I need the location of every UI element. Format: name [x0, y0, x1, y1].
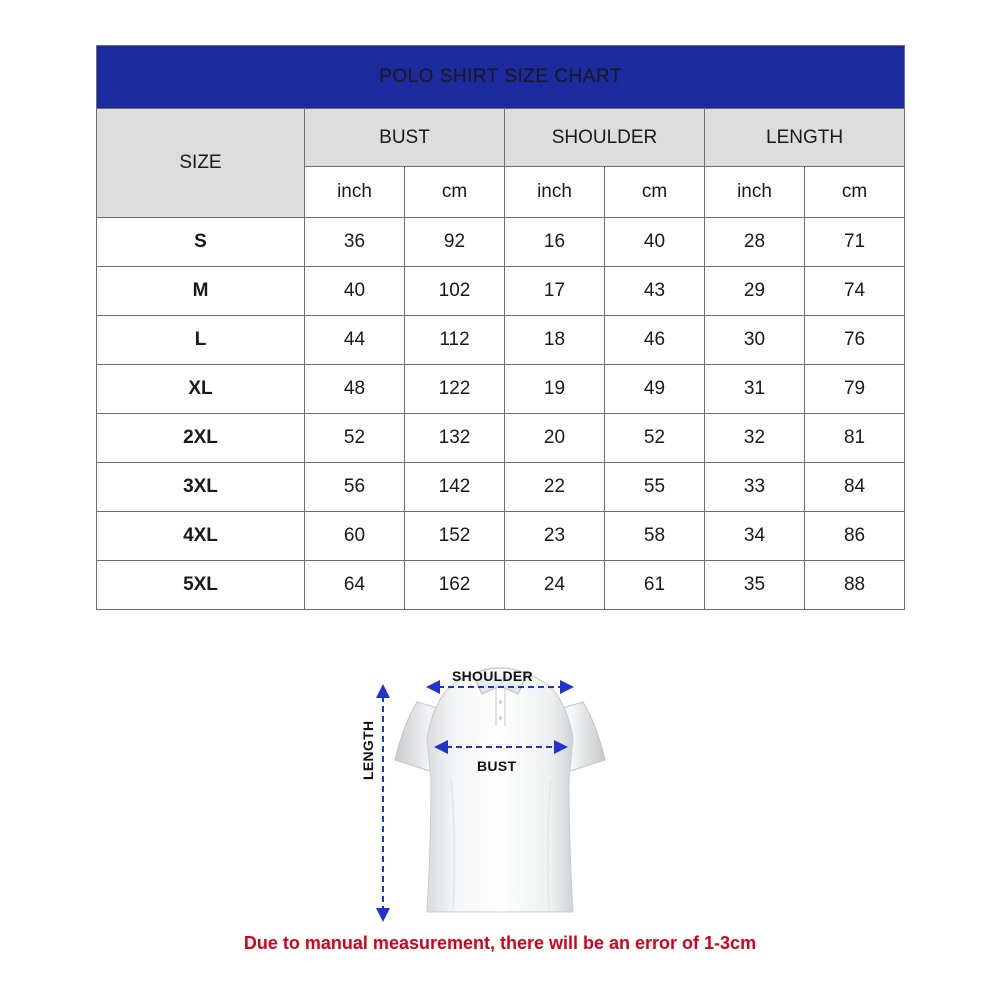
- cell-length-cm: 84: [805, 463, 905, 512]
- cell-length-cm: 74: [805, 267, 905, 316]
- table-row: [97, 316, 905, 365]
- cell-shoulder-cm: 52: [605, 414, 705, 463]
- cell-bust-cm: 152: [405, 512, 505, 561]
- cell-shoulder-cm: 55: [605, 463, 705, 512]
- measurement-illustration: [0, 630, 1000, 930]
- table-row: [97, 463, 905, 512]
- page-title: POLO SHIRT SIZE CHART: [97, 46, 905, 109]
- cell-shoulder-inch: 24: [505, 561, 605, 610]
- cell-bust-inch: 48: [305, 365, 405, 414]
- cell-length-cm: 81: [805, 414, 905, 463]
- cell-shoulder-cm: 49: [605, 365, 705, 414]
- cell-bust-inch: 52: [305, 414, 405, 463]
- cell-bust-inch: 44: [305, 316, 405, 365]
- cell-length-cm: 88: [805, 561, 905, 610]
- header-size: SIZE: [97, 109, 305, 218]
- group-header-row: [97, 109, 905, 167]
- cell-bust-inch: 60: [305, 512, 405, 561]
- header-length: LENGTH: [705, 109, 905, 167]
- unit-shoulder-inch: inch: [505, 167, 605, 218]
- cell-bust-cm: 142: [405, 463, 505, 512]
- cell-size: XL: [97, 365, 305, 414]
- cell-shoulder-inch: 17: [505, 267, 605, 316]
- cell-length-inch: 30: [705, 316, 805, 365]
- cell-bust-inch: 36: [305, 218, 405, 267]
- cell-shoulder-cm: 40: [605, 218, 705, 267]
- cell-bust-cm: 132: [405, 414, 505, 463]
- bust-label: BUST: [477, 758, 517, 774]
- measurement-disclaimer: Due to manual measurement, there will be an error of 1-3cm: [243, 933, 757, 953]
- cell-shoulder-inch: 16: [505, 218, 605, 267]
- cell-size: 4XL: [97, 512, 305, 561]
- shoulder-label: SHOULDER: [452, 668, 533, 684]
- cell-shoulder-inch: 22: [505, 463, 605, 512]
- cell-length-inch: 35: [705, 561, 805, 610]
- cell-bust-cm: 92: [405, 218, 505, 267]
- cell-length-inch: 33: [705, 463, 805, 512]
- header-bust: BUST: [305, 109, 505, 167]
- table-row: [97, 365, 905, 414]
- table-row: [97, 512, 905, 561]
- table-row: [97, 218, 905, 267]
- cell-bust-inch: 40: [305, 267, 405, 316]
- unit-length-inch: inch: [705, 167, 805, 218]
- cell-size: S: [97, 218, 305, 267]
- cell-shoulder-inch: 20: [505, 414, 605, 463]
- table-row: [97, 414, 905, 463]
- cell-bust-inch: 64: [305, 561, 405, 610]
- cell-length-inch: 32: [705, 414, 805, 463]
- cell-shoulder-inch: 19: [505, 365, 605, 414]
- cell-length-cm: 79: [805, 365, 905, 414]
- table-row: [97, 267, 905, 316]
- cell-size: M: [97, 267, 305, 316]
- size-chart-table: [96, 45, 905, 610]
- cell-length-cm: 86: [805, 512, 905, 561]
- cell-length-cm: 71: [805, 218, 905, 267]
- table-row: [97, 561, 905, 610]
- unit-shoulder-cm: cm: [605, 167, 705, 218]
- cell-bust-inch: 56: [305, 463, 405, 512]
- cell-length-cm: 76: [805, 316, 905, 365]
- unit-length-cm: cm: [805, 167, 905, 218]
- cell-size: 5XL: [97, 561, 305, 610]
- cell-shoulder-cm: 58: [605, 512, 705, 561]
- cell-length-inch: 31: [705, 365, 805, 414]
- cell-length-inch: 28: [705, 218, 805, 267]
- cell-length-inch: 29: [705, 267, 805, 316]
- cell-shoulder-inch: 18: [505, 316, 605, 365]
- cell-bust-cm: 112: [405, 316, 505, 365]
- header-shoulder: SHOULDER: [505, 109, 705, 167]
- cell-shoulder-inch: 23: [505, 512, 605, 561]
- chart-title-row: [97, 46, 905, 109]
- cell-size: L: [97, 316, 305, 365]
- unit-bust-inch: inch: [305, 167, 405, 218]
- size-chart-container: [96, 45, 904, 610]
- length-label: LENGTH: [360, 720, 376, 780]
- cell-length-inch: 34: [705, 512, 805, 561]
- cell-shoulder-cm: 43: [605, 267, 705, 316]
- unit-bust-cm: cm: [405, 167, 505, 218]
- cell-bust-cm: 162: [405, 561, 505, 610]
- cell-size: 3XL: [97, 463, 305, 512]
- cell-bust-cm: 102: [405, 267, 505, 316]
- cell-shoulder-cm: 61: [605, 561, 705, 610]
- cell-shoulder-cm: 46: [605, 316, 705, 365]
- cell-size: 2XL: [97, 414, 305, 463]
- cell-bust-cm: 122: [405, 365, 505, 414]
